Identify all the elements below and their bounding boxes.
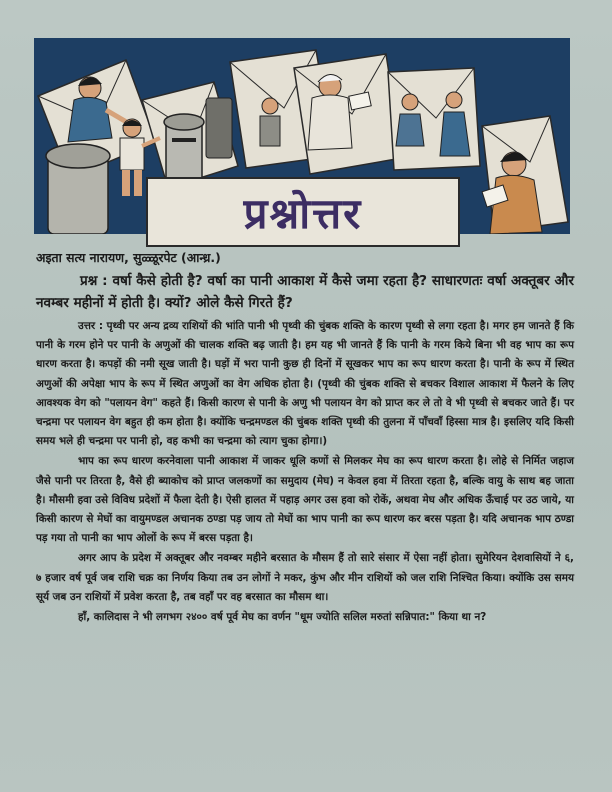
article-body (36, 248, 574, 628)
question-label: प्रश्न : (80, 273, 108, 289)
answer-text: पृथ्वी पर अन्य द्रव्य राशियों की भांति पानी भी पृथ्वी की चुंबक शक्ति के कारण पृथ्वी से लगा रहता है। मगर हम जानते हैं कि पानी के गरम होने पर पानी के अणुओं की चालक शक्ति बढ़ जाती है। हम यह भी जानते हैं कि पानी के गरम किये बिना भी वह भाप का रूप धारण करता है। कपड़ों की नमी सूख जाती है। घड़ों में भरा पानी कुछ ही दिनों में सूखकर भाप का रूप धारण करता है। पानी के रूप में स्थित अणुओं की अपेक्षा भाप के रूप में स्थित अणुओं का वेग अधिक होता है। (पृथ्वी की चुंबक शक्ति से बचकर विशाल आकाश में फैलने के लिए आवश्यक वेग को "पलायन वेग" कहते हैं। किसी कारण से पानी के अणु भी पलायन वेग को प्राप्त कर ले तो वे भी पृथ्वी से बचकर जाते हैं। पर चन्द्रमा पर पलायन वेग बहुत ही कम होता है। क्योंकि चन्द्रमण्डल की चुंबक शक्ति पृथ्वी की तुलना में पाँचवाँ हिस्सा मात्र है। इसलिए यदि किसी समय भले ही चन्द्रमा पर पानी हो, वह कभी का चन्द्रमा को त्याग चुका होगा।) (36, 320, 574, 448)
answer-paragraph: हाँ, कालिदास ने भी लगभग २४०० वर्ष पूर्व मेघ का वर्णन "धूम ज्योति सलिल मरुतां सन्निपात:" किया था न? (78, 611, 487, 624)
answer-paragraph (36, 317, 574, 451)
page-title: प्रश्नोत्तर (243, 188, 363, 238)
question-author: अइता सत्य नारायण, सुळ्ळूरपेट (आन्ध्र.) (36, 250, 221, 265)
answer-paragraph: अगर आप के प्रदेश में अक्तूबर और नवम्बर महीने बरसात के मौसम हैं तो सारे संसार में ऐसा नहीं होता। सुमेरियन देशवासियों ने ६, ७ हजार वर्ष पूर्व जब राशि चक्र का निर्णय किया तब उन लोगों ने मकर, कुंभ और मीन राशियों को जल राशि निश्चित किया। क्योंकि उस समय सूर्य जब उन राशियों में प्रवेश करता है, तब वहाँ पर वह बरसात का मौसम था। (36, 552, 574, 603)
answer-paragraph: भाप का रूप धारण करनेवाला पानी आकाश में जाकर धूलि कणों से मिलकर मेघ का रूप धारण करता है। लोहे से निर्मित जहाज जैसे पानी पर तिरता है, वैसे ही ब्याकोच को प्राप्त जलकणों का समुदाय (मेघ) न केवल हवा में तिरता रहता है, बल्कि वायु के साथ बह जाता है। मौसमी हवा उसे विविध प्रदेशों में फैला देती है। ऐसी हालत में पहाड़ अगर उस हवा को रोकें, अथवा मेघ और अधिक ऊँचाई पर उठ जाये, या किसी कारण से मेघों का वायुमण्डल अचानक ठण्डा पड़ जाय तो मेघों का भाप पानी का रूप धारण कर बरस पड़ता है। यदि अचानक भाप ठण्डा पड़ गया तो पानी का भाप ओलों के रूप में बरस पड़ता है। (36, 455, 574, 545)
question-text: वर्षा कैसे होती है? वर्षा का पानी आकाश में कैसे जमा रहता है? साधारणतः वर्षा अक्तूबर और नवम्बर महीनों में होती है। क्यों? ओले कैसे गिरते हैं? (36, 273, 575, 311)
title-panel (146, 177, 460, 247)
question-block (36, 270, 574, 314)
answer-label: उत्तर : (78, 320, 103, 332)
